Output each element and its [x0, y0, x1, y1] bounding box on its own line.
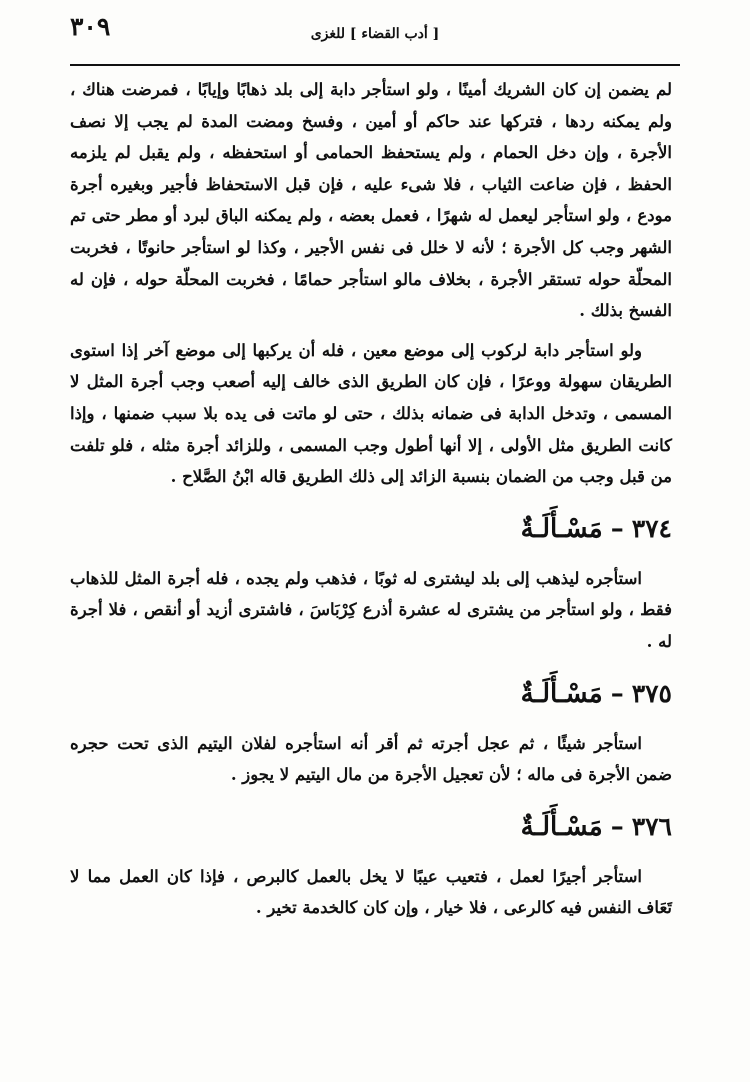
page-body	[70, 74, 672, 924]
section-number: ٣٧٥	[631, 678, 672, 708]
section-dash: –	[610, 513, 624, 544]
page-number: ٣٠٩	[70, 12, 111, 41]
section-text-374: استأجره ليذهب إلى بلد ليشترى له ثوبًا ، فذهب ولم يجده ، فله أجرة المثل للذهاب فقط ، ولو استأجر من يشترى له عشرة أذرع كِرْبَاسَ ، فاشترى أزيد أو أنقص ، فلا أجرة له .	[70, 568, 672, 651]
section-number: ٣٧٤	[631, 513, 672, 543]
section-word: مَسْـأَلَـةٌ	[520, 513, 603, 544]
section-dash: –	[610, 678, 624, 709]
paragraph-2: ولو استأجر دابة لركوب إلى موضع معين ، فله أن يركبها إلى موضع آخر إذا استوى الطريقان سهولة ووعرًا ، فإن كان الطريق الذى خالف إليه أصعب وجب أجرة المثل لا المسمى ، وتدخل الدابة فى ضمانه بذلك ، حتى لو ماتت فى يده بلا سبب ضمنها ، وإذا كانت الطريق مثل الأولى ، إلا أنها أطول وجب المسمى ، وللزائد أجرة مثله ، فلو تلفت من قبل وجب من الضمان بنسبة الزائد إلى ذلك الطريق قاله ابْنُ الصَّلاح .	[70, 340, 672, 487]
header-rule	[70, 64, 680, 66]
section-heading-374	[70, 507, 672, 551]
section-heading-375	[70, 672, 672, 716]
section-text-376: استأجر أجيرًا لعمل ، فتعيب عيبًا لا يخل بالعمل كالبرص ، فإذا كان العمل مما لا تَعَاف النفس فيه كالرعى ، فلا خيار ، وإن كان كالخدمة تخير .	[70, 866, 672, 918]
running-title: [ أدب القضاء ] للغزى	[310, 26, 440, 42]
section-heading-376	[70, 805, 672, 849]
section-text-375: استأجر شيئًا ، ثم عجل أجرته ثم أقر أنه استأجره لفلان اليتيم الذى تحت حجره ضمن الأجرة فى ماله ؛ لأن تعجيل الأجرة من مال اليتيم لا يجوز .	[70, 733, 672, 785]
section-word: مَسْـأَلَـةٌ	[520, 678, 603, 709]
page-header	[70, 12, 680, 52]
section-dash: –	[610, 811, 624, 842]
section-word: مَسْـأَلَـةٌ	[520, 811, 603, 842]
paragraph-1: لم يضمن إن كان الشريك أمينًا ، ولو استأجر دابة إلى بلد ذهابًا وإيابًا ، فمرضت هناك ، ولم يمكنه ردها ، فتركها عند حاكم أو أمين ، وفسخ ومضت المدة لم يجب إلا نصف الأجرة ، وإن دخل الحمام ، ولم يستحفظ الحمامى أو استحفظه ، ولم يقبل لم يلزمه الحفظ ، فإن ضاعت الثياب ، فلا شىء عليه ، فإن قبل الاستحفاظ فأجير وبغيره أجرة مودع ، ولو استأجر ليعمل له شهرًا ، فعمل بعضه ، ولم يمكنه الباق لبرد أو مطر حتى تم الشهر وجب كل الأجرة ؛ لأنه لا خلل فى نفس الأجير ، وكذا لو استأجر حانوتًا ، فخربت المحلّة حوله تستقر الأجرة ، بخلاف مالو استأجر حمامًا ، فخربت المحلّة حوله ، فإن له الفسخ بذلك .	[70, 80, 672, 321]
section-number: ٣٧٦	[631, 811, 672, 841]
